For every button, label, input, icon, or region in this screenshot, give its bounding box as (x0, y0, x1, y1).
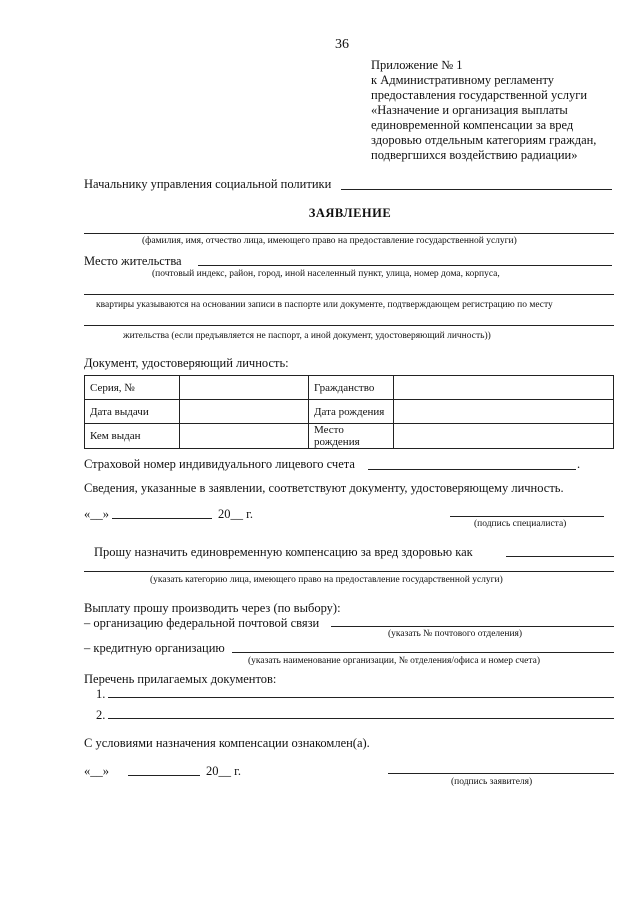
applicant-sign-hint: (подпись заявителя) (451, 777, 533, 787)
payment-credit-label: – кредитную организацию (84, 641, 225, 655)
category-field-2[interactable] (84, 571, 614, 572)
postal-office-field[interactable] (331, 626, 614, 627)
applicant-signature-field[interactable] (388, 773, 614, 774)
residence-hint: квартиры указываются на основании записи в паспорте или документе, подтверждающем регистрацию по месту (96, 300, 553, 310)
postal-hint: (указать № почтового отделения) (388, 629, 523, 639)
residence-label: Место жительства (84, 254, 182, 268)
residence-hint: (почтовый индекс, район, город, иной населенный пункт, улица, номер дома, корпуса, (152, 269, 500, 279)
request-text: Прошу назначить единовременную компенсацию за вред здоровью как (94, 545, 473, 559)
table-row (85, 376, 614, 400)
snils-period: . (577, 457, 581, 471)
residence-field-3[interactable] (84, 325, 614, 326)
table-cell-input[interactable] (394, 400, 614, 424)
category-field[interactable] (506, 556, 614, 557)
addressee-label: Начальнику управления социальной политики (84, 177, 332, 191)
table-cell-input[interactable] (180, 376, 309, 400)
payment-postal-label: – организацию федеральной почтовой связи (84, 616, 320, 630)
annex-line: подвергшихся воздействию радиации» (371, 148, 578, 162)
docs-item-field[interactable] (108, 718, 614, 719)
residence-field-2[interactable] (84, 294, 614, 295)
date-month-field[interactable] (128, 775, 200, 776)
residence-hint: жительства (если предъявляется не паспорт, а иной документ, удостоверяющий личность)) (123, 331, 491, 341)
category-hint: (указать категорию лица, имеющего право на предоставление государственной услуги) (150, 575, 503, 585)
fio-hint: (фамилия, имя, отчество лица, имеющего право на предоставление государственной услуги) (142, 236, 517, 246)
table-row (85, 424, 614, 449)
date-year: 20__ г. (218, 507, 253, 521)
table-cell-label: Дата рождения (309, 400, 394, 424)
fio-field[interactable] (84, 233, 614, 234)
credit-hint: (указать наименование организации, № отделения/офиса и номер счета) (248, 656, 541, 666)
page-number: 36 (335, 37, 349, 52)
date-year: 20__ г. (206, 764, 241, 778)
annex-line: «Назначение и организация выплаты (371, 103, 568, 117)
table-cell-label: Место рождения (309, 424, 394, 449)
docs-heading: Перечень прилагаемых документов: (84, 672, 277, 686)
table-cell-label: Гражданство (309, 376, 394, 400)
acknowledged-text: С условиями назначения компенсации ознакомлен(а). (84, 736, 370, 750)
snils-label: Страховой номер индивидуального лицевого счета (84, 457, 355, 471)
date-day: «__» (84, 764, 109, 778)
addressee-field[interactable] (341, 189, 612, 190)
table-cell-label: Кем выдан (85, 424, 180, 449)
docs-item-number: 2. (96, 708, 106, 722)
residence-field[interactable] (198, 265, 612, 266)
docs-item-field[interactable] (108, 697, 614, 698)
annex-line: предоставления государственной услуги (371, 88, 588, 102)
annex-line: здоровью отдельным категориям граждан, (371, 133, 597, 147)
table-cell-input[interactable] (394, 376, 614, 400)
credit-org-field[interactable] (232, 652, 614, 653)
annex-line: Приложение № 1 (371, 58, 463, 72)
table-cell-input[interactable] (180, 424, 309, 449)
table-cell-label: Серия, № (85, 376, 180, 400)
specialist-sign-hint: (подпись специалиста) (474, 519, 567, 529)
confirm-text: Сведения, указанные в заявлении, соответствуют документу, удостоверяющему личность. (84, 481, 564, 495)
id-doc-table (84, 375, 614, 449)
table-cell-input[interactable] (180, 400, 309, 424)
annex-block (371, 58, 596, 163)
table-cell-label: Дата выдачи (85, 400, 180, 424)
id-doc-heading: Документ, удостоверяющий личность: (84, 356, 289, 370)
snils-field[interactable] (368, 469, 576, 470)
specialist-signature-field[interactable] (450, 516, 604, 517)
annex-line: единовременной компенсации за вред (371, 118, 574, 132)
date-month-field[interactable] (112, 518, 212, 519)
date-day: «__» (84, 507, 109, 521)
table-row (85, 400, 614, 424)
document-title: ЗАЯВЛЕНИЕ (308, 206, 392, 220)
annex-line: к Административному регламенту (371, 73, 555, 87)
docs-item-number: 1. (96, 687, 106, 701)
table-cell-input[interactable] (394, 424, 614, 449)
payment-heading: Выплату прошу производить через (по выбору): (84, 601, 341, 615)
